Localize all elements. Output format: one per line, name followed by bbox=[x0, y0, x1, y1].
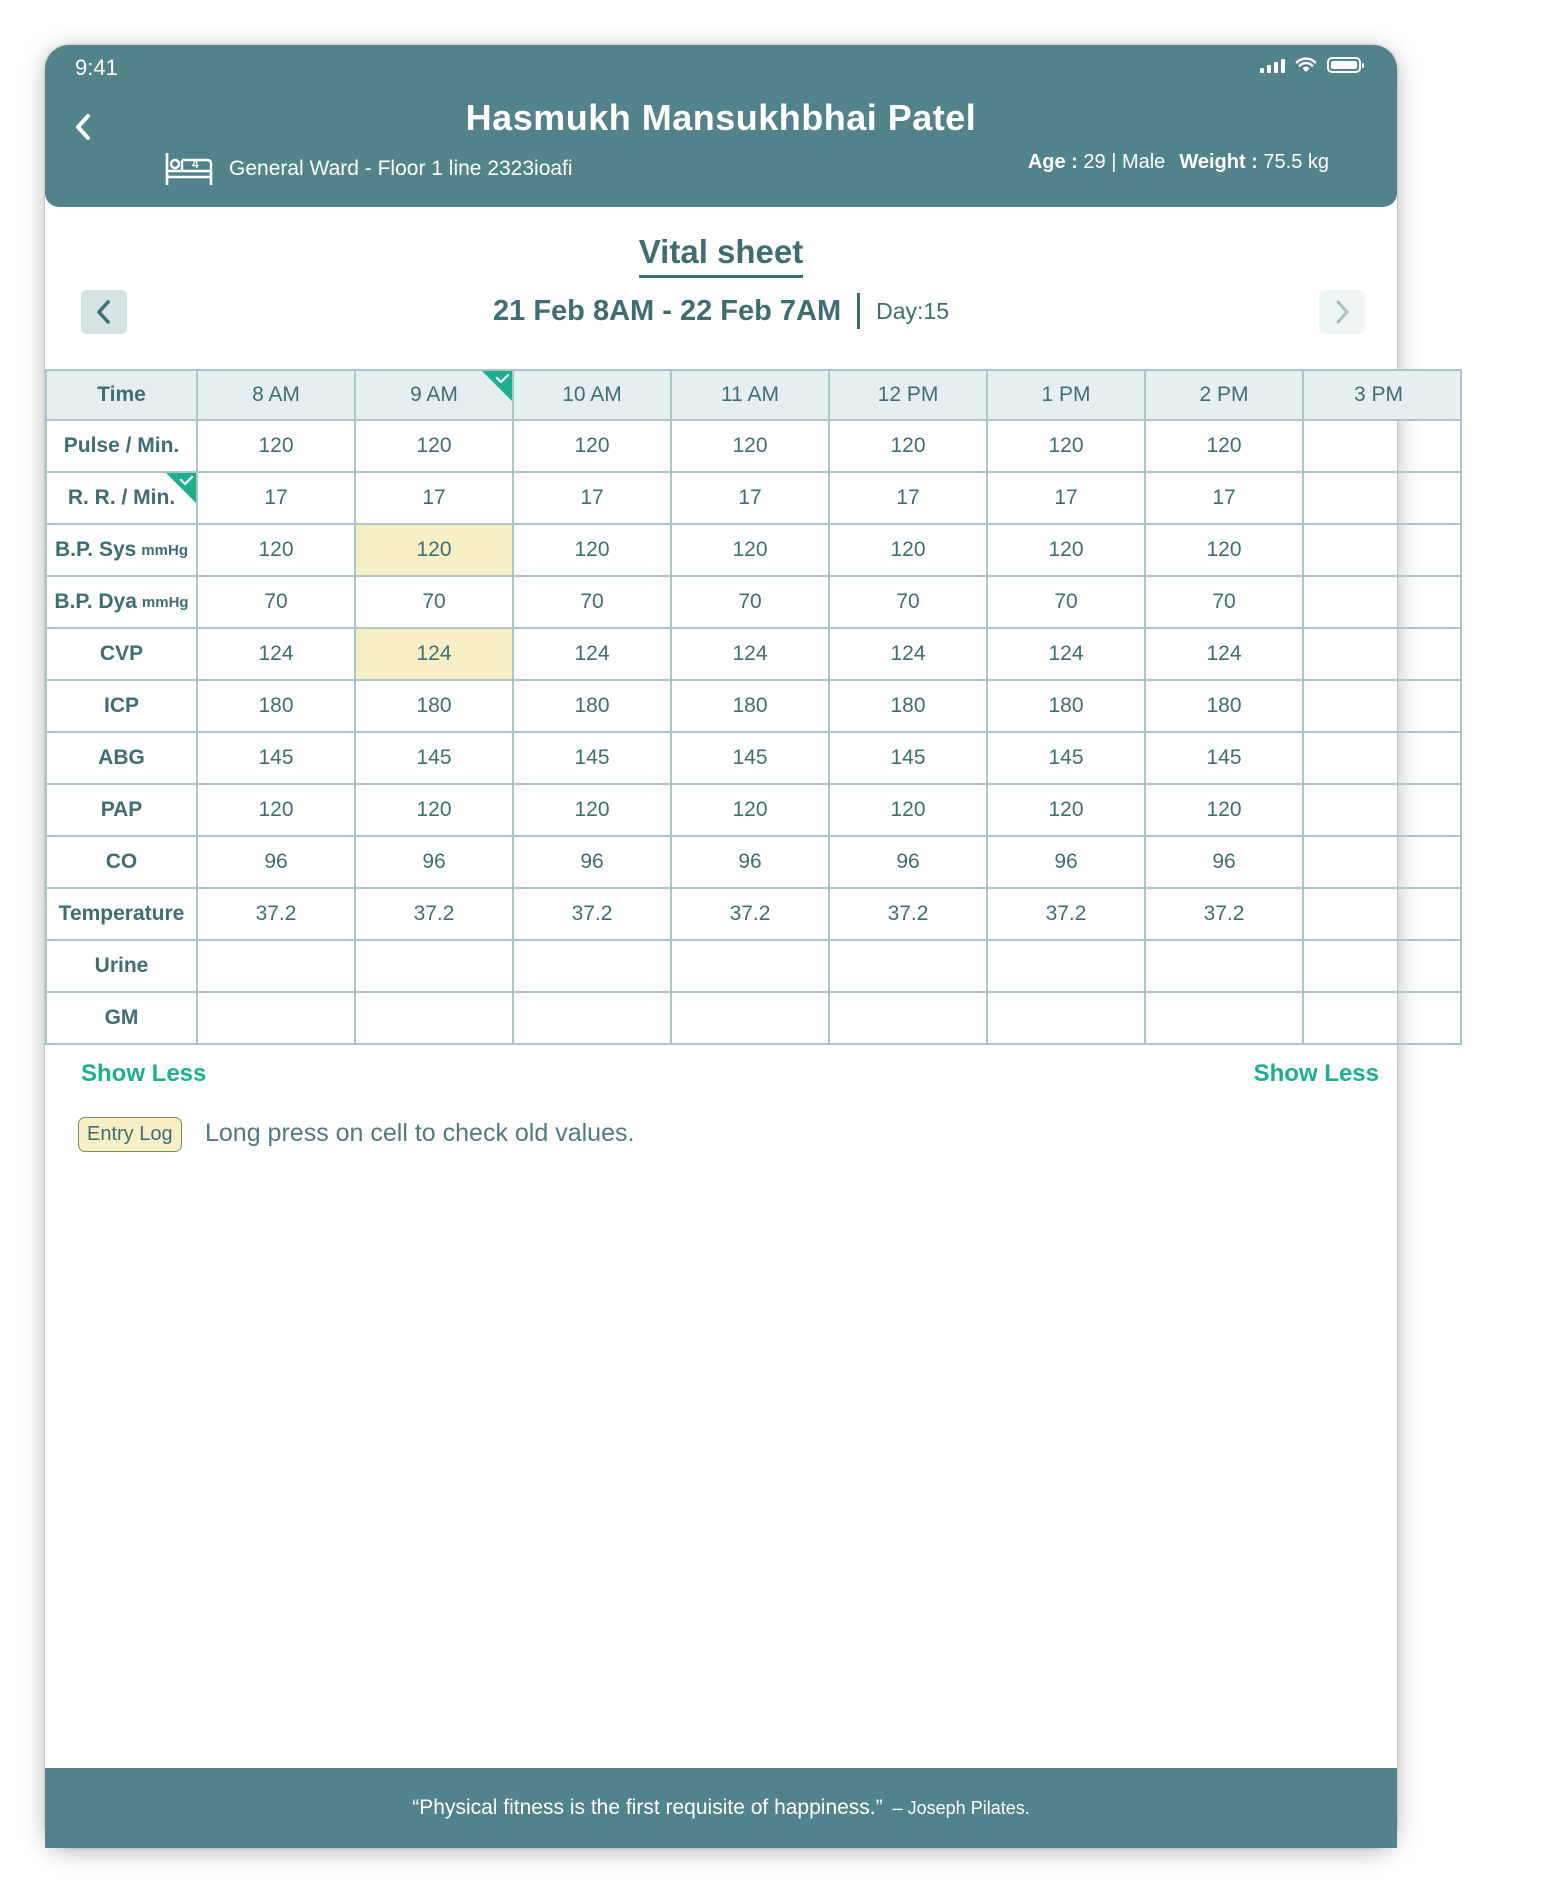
vital-value: 120 bbox=[890, 538, 926, 561]
vital-cell[interactable] bbox=[356, 525, 514, 577]
vital-cell[interactable] bbox=[198, 577, 356, 629]
row-unit: mmHg bbox=[141, 541, 188, 559]
page-title bbox=[45, 233, 1397, 278]
vital-cell[interactable] bbox=[830, 837, 988, 889]
row-label-text: CVP bbox=[99, 642, 144, 665]
vital-cell[interactable] bbox=[672, 837, 830, 889]
vital-value: 70 bbox=[1212, 590, 1236, 613]
vital-cell[interactable] bbox=[830, 629, 988, 681]
row-label bbox=[45, 785, 198, 837]
vital-cell[interactable] bbox=[514, 525, 672, 577]
vital-cell[interactable] bbox=[356, 681, 514, 733]
vital-value: 180 bbox=[574, 694, 610, 717]
vital-value: 37.2 bbox=[413, 902, 455, 925]
vital-value: 120 bbox=[416, 434, 452, 457]
checkmark-icon bbox=[482, 371, 512, 401]
vital-cell[interactable] bbox=[672, 577, 830, 629]
vital-cell[interactable] bbox=[198, 889, 356, 941]
vital-cell[interactable] bbox=[356, 785, 514, 837]
row-label bbox=[45, 421, 198, 473]
vital-cell[interactable] bbox=[830, 681, 988, 733]
row-label bbox=[45, 473, 198, 525]
patient-name: Hasmukh Mansukhbhai Patel bbox=[465, 97, 977, 138]
vital-cell[interactable] bbox=[1304, 993, 1462, 1045]
table-row bbox=[45, 785, 1545, 837]
vital-value: 120 bbox=[258, 538, 294, 561]
vital-cell[interactable] bbox=[672, 889, 830, 941]
vital-cell[interactable] bbox=[514, 993, 672, 1045]
vital-cell[interactable] bbox=[356, 421, 514, 473]
footer-quote: “Physical fitness is the first requisite of happiness.” bbox=[412, 1796, 883, 1819]
row-label bbox=[45, 993, 198, 1045]
vital-cell[interactable] bbox=[1304, 941, 1462, 993]
vital-cell[interactable] bbox=[356, 629, 514, 681]
column-header bbox=[514, 369, 672, 421]
row-label bbox=[45, 525, 198, 577]
vital-cell[interactable] bbox=[830, 473, 988, 525]
next-day-button[interactable] bbox=[1319, 290, 1365, 334]
vital-cell[interactable] bbox=[988, 889, 1146, 941]
vital-value: 96 bbox=[896, 850, 920, 873]
table-row bbox=[45, 837, 1545, 889]
row-label-text: ABG bbox=[98, 746, 145, 769]
row-label bbox=[45, 681, 198, 733]
vital-cell[interactable] bbox=[988, 993, 1146, 1045]
vital-cell[interactable] bbox=[988, 681, 1146, 733]
vital-cell[interactable] bbox=[514, 837, 672, 889]
vital-cell[interactable] bbox=[198, 525, 356, 577]
vital-value: 145 bbox=[1048, 746, 1084, 769]
vital-cell[interactable] bbox=[1146, 889, 1304, 941]
vital-value: 96 bbox=[580, 850, 604, 873]
vital-value: 17 bbox=[580, 486, 604, 509]
vital-cell[interactable] bbox=[198, 681, 356, 733]
vital-cell[interactable] bbox=[1304, 577, 1462, 629]
vital-value: 17 bbox=[1212, 486, 1236, 509]
vital-value: 96 bbox=[1212, 850, 1236, 873]
vital-cell[interactable] bbox=[514, 629, 672, 681]
column-header bbox=[198, 369, 356, 421]
vital-cell[interactable] bbox=[1304, 889, 1462, 941]
vital-cell[interactable] bbox=[198, 837, 356, 889]
date-range: 21 Feb 8AM - 22 Feb 7AM bbox=[493, 294, 842, 327]
column-header bbox=[988, 369, 1146, 421]
vital-cell[interactable] bbox=[198, 733, 356, 785]
row-label-text: R. R. / Min. bbox=[67, 486, 176, 509]
vital-cell[interactable] bbox=[830, 941, 988, 993]
vital-cell[interactable] bbox=[1146, 473, 1304, 525]
vital-value: 145 bbox=[732, 746, 768, 769]
vital-value: 145 bbox=[416, 746, 452, 769]
vital-value: 70 bbox=[580, 590, 604, 613]
column-header-label: 1 PM bbox=[1041, 383, 1091, 406]
vital-cell[interactable] bbox=[830, 577, 988, 629]
vital-value: 180 bbox=[416, 694, 452, 717]
column-header-label: 8 AM bbox=[252, 383, 300, 406]
checkmark-icon bbox=[166, 473, 196, 503]
vital-value: 124 bbox=[574, 642, 610, 665]
vital-cell[interactable] bbox=[988, 733, 1146, 785]
vital-value: 120 bbox=[416, 798, 452, 821]
vital-value: 120 bbox=[732, 798, 768, 821]
column-header bbox=[356, 369, 514, 421]
vital-cell[interactable] bbox=[1146, 577, 1304, 629]
long-press-hint: Long press on cell to check old values. bbox=[205, 1119, 635, 1147]
vital-cell[interactable] bbox=[672, 993, 830, 1045]
column-header-label: 9 AM bbox=[410, 383, 458, 406]
table-row bbox=[45, 993, 1545, 1045]
vital-cell[interactable] bbox=[514, 733, 672, 785]
vital-value: 180 bbox=[732, 694, 768, 717]
table-header-row bbox=[45, 369, 1545, 421]
vital-cell[interactable] bbox=[672, 473, 830, 525]
vital-cell[interactable] bbox=[356, 733, 514, 785]
vital-cell[interactable] bbox=[514, 421, 672, 473]
vital-value: 124 bbox=[416, 642, 452, 665]
row-label-text: Urine bbox=[94, 954, 149, 977]
footer-author: – Joseph Pilates. bbox=[892, 1797, 1030, 1818]
vital-value: 120 bbox=[1206, 798, 1242, 821]
vital-cell[interactable] bbox=[988, 421, 1146, 473]
vital-value: 120 bbox=[258, 434, 294, 457]
vital-cell[interactable] bbox=[830, 421, 988, 473]
vital-cell[interactable] bbox=[198, 993, 356, 1045]
status-time: 9:41 bbox=[75, 55, 118, 80]
vital-value: 120 bbox=[258, 798, 294, 821]
vital-value: 120 bbox=[1048, 538, 1084, 561]
vital-cell[interactable] bbox=[672, 681, 830, 733]
vital-cell[interactable] bbox=[1146, 525, 1304, 577]
vital-cell[interactable] bbox=[672, 525, 830, 577]
table-row bbox=[45, 629, 1545, 681]
column-header-label: 12 PM bbox=[877, 383, 939, 406]
vital-cell[interactable] bbox=[514, 941, 672, 993]
row-label bbox=[45, 837, 198, 889]
vital-value: 70 bbox=[896, 590, 920, 613]
vital-value: 17 bbox=[738, 486, 762, 509]
signal-icon bbox=[1260, 57, 1285, 73]
vital-value: 120 bbox=[1206, 538, 1242, 561]
vital-value: 145 bbox=[1206, 746, 1242, 769]
vital-value: 17 bbox=[896, 486, 920, 509]
table-row bbox=[45, 889, 1545, 941]
show-less-left-button[interactable]: Show Less bbox=[81, 1060, 207, 1087]
ward-info bbox=[165, 151, 573, 187]
vital-cell[interactable] bbox=[1304, 473, 1462, 525]
device-frame bbox=[45, 45, 1404, 1848]
wifi-icon bbox=[1295, 57, 1317, 73]
vital-value: 37.2 bbox=[571, 902, 613, 925]
vital-cell[interactable] bbox=[198, 785, 356, 837]
vital-cell[interactable] bbox=[672, 941, 830, 993]
vital-value: 120 bbox=[574, 434, 610, 457]
gender-value: Male bbox=[1121, 151, 1166, 173]
vital-cell[interactable] bbox=[830, 785, 988, 837]
column-header-label: 10 AM bbox=[562, 383, 622, 406]
vitals-table[interactable] bbox=[45, 369, 1404, 1041]
vital-cell[interactable] bbox=[672, 629, 830, 681]
entry-log-badge[interactable]: Entry Log bbox=[78, 1117, 182, 1152]
age-label: Age : bbox=[1027, 151, 1078, 173]
vital-value: 37.2 bbox=[887, 902, 929, 925]
vital-cell[interactable] bbox=[830, 733, 988, 785]
vital-value: 120 bbox=[1048, 434, 1084, 457]
age-value: 29 bbox=[1083, 151, 1106, 173]
day-count: Day:15 bbox=[876, 297, 949, 324]
date-separator bbox=[857, 293, 860, 329]
row-label bbox=[45, 577, 198, 629]
vital-value: 120 bbox=[1206, 434, 1242, 457]
vital-cell[interactable] bbox=[1146, 941, 1304, 993]
row-label-text: B.P. Dya bbox=[54, 590, 137, 613]
vital-value: 145 bbox=[890, 746, 926, 769]
vital-cell[interactable] bbox=[1304, 421, 1462, 473]
vital-value: 180 bbox=[890, 694, 926, 717]
vital-value: 124 bbox=[1048, 642, 1084, 665]
vital-value: 124 bbox=[732, 642, 768, 665]
ward-label: General Ward - Floor 1 line 2323ioafi bbox=[229, 157, 573, 180]
table-row bbox=[45, 421, 1545, 473]
vital-cell[interactable] bbox=[830, 889, 988, 941]
vital-cell[interactable] bbox=[198, 629, 356, 681]
vital-cell[interactable] bbox=[514, 473, 672, 525]
vital-cell[interactable] bbox=[1304, 733, 1462, 785]
bed-number: 4 bbox=[192, 157, 199, 171]
vital-cell[interactable] bbox=[988, 837, 1146, 889]
divider: | bbox=[1111, 151, 1117, 173]
vital-cell[interactable] bbox=[988, 785, 1146, 837]
vital-value: 120 bbox=[890, 798, 926, 821]
vital-cell[interactable] bbox=[356, 941, 514, 993]
vital-value: 145 bbox=[258, 746, 294, 769]
vital-cell[interactable] bbox=[988, 473, 1146, 525]
vital-cell[interactable] bbox=[988, 577, 1146, 629]
vital-cell[interactable] bbox=[988, 629, 1146, 681]
vital-value: 120 bbox=[732, 538, 768, 561]
vital-value: 70 bbox=[422, 590, 446, 613]
vital-cell[interactable] bbox=[1146, 837, 1304, 889]
vital-value: 180 bbox=[1206, 694, 1242, 717]
vital-value: 180 bbox=[1048, 694, 1084, 717]
vital-value: 120 bbox=[416, 538, 452, 561]
vital-cell[interactable] bbox=[198, 473, 356, 525]
vital-value: 37.2 bbox=[1203, 902, 1245, 925]
date-range-bar bbox=[45, 293, 1397, 329]
vital-cell[interactable] bbox=[1146, 681, 1304, 733]
vital-value: 70 bbox=[738, 590, 762, 613]
vital-cell[interactable] bbox=[356, 837, 514, 889]
row-label-text: B.P. Sys bbox=[54, 538, 137, 561]
row-label-text: PAP bbox=[100, 798, 143, 821]
row-label-text: ICP bbox=[103, 694, 139, 717]
vital-cell[interactable] bbox=[1304, 785, 1462, 837]
vital-value: 120 bbox=[890, 434, 926, 457]
vital-value: 124 bbox=[890, 642, 926, 665]
vital-cell[interactable] bbox=[514, 785, 672, 837]
battery-icon bbox=[1327, 57, 1361, 73]
vital-cell[interactable] bbox=[1304, 837, 1462, 889]
column-header-time: Time bbox=[45, 369, 198, 421]
row-label bbox=[45, 941, 198, 993]
vital-cell[interactable] bbox=[672, 421, 830, 473]
table-row bbox=[45, 473, 1545, 525]
vital-cell[interactable] bbox=[514, 889, 672, 941]
vitals-grid bbox=[45, 369, 1545, 1045]
vital-value: 124 bbox=[1206, 642, 1242, 665]
show-less-right-button[interactable]: Show Less bbox=[1253, 1060, 1379, 1087]
column-header bbox=[672, 369, 830, 421]
row-label bbox=[45, 889, 198, 941]
vital-value: 180 bbox=[258, 694, 294, 717]
vital-value: 145 bbox=[574, 746, 610, 769]
vital-cell[interactable] bbox=[1146, 785, 1304, 837]
vital-cell[interactable] bbox=[356, 993, 514, 1045]
vital-value: 37.2 bbox=[729, 902, 771, 925]
vital-cell[interactable] bbox=[1146, 629, 1304, 681]
vital-cell[interactable] bbox=[988, 941, 1146, 993]
vital-cell[interactable] bbox=[356, 889, 514, 941]
vital-value: 120 bbox=[1048, 798, 1084, 821]
chevron-right-icon bbox=[1333, 299, 1351, 325]
vital-value: 70 bbox=[264, 590, 288, 613]
vital-cell[interactable] bbox=[356, 473, 514, 525]
vital-cell[interactable] bbox=[988, 525, 1146, 577]
vital-cell[interactable] bbox=[672, 785, 830, 837]
vital-cell[interactable] bbox=[1304, 525, 1462, 577]
patient-demographics bbox=[1028, 151, 1329, 174]
weight-value: 75.5 kg bbox=[1263, 151, 1329, 173]
vital-cell[interactable] bbox=[514, 577, 672, 629]
vital-value: 17 bbox=[264, 486, 288, 509]
vital-value: 96 bbox=[1054, 850, 1078, 873]
vital-value: 17 bbox=[1054, 486, 1078, 509]
vital-cell[interactable] bbox=[198, 941, 356, 993]
column-header bbox=[1146, 369, 1304, 421]
vital-value: 120 bbox=[574, 798, 610, 821]
patient-header bbox=[45, 45, 1397, 207]
vital-cell[interactable] bbox=[514, 681, 672, 733]
row-unit: mmHg bbox=[141, 593, 189, 611]
vital-cell[interactable] bbox=[830, 993, 988, 1045]
vital-cell[interactable] bbox=[1146, 993, 1304, 1045]
row-label bbox=[45, 733, 198, 785]
footer-quote-bar bbox=[45, 1768, 1397, 1848]
vital-value: 17 bbox=[422, 486, 446, 509]
weight-label: Weight : bbox=[1179, 151, 1258, 173]
status-icons bbox=[1260, 57, 1361, 73]
vital-cell[interactable] bbox=[1146, 733, 1304, 785]
vital-cell[interactable] bbox=[1146, 421, 1304, 473]
vital-value: 70 bbox=[1054, 590, 1078, 613]
row-label-text: GM bbox=[104, 1006, 139, 1029]
vital-sheet-title: Vital sheet bbox=[639, 233, 803, 278]
table-row bbox=[45, 525, 1545, 577]
vital-cell[interactable] bbox=[1304, 629, 1462, 681]
row-label bbox=[45, 629, 198, 681]
row-label-text: CO bbox=[105, 850, 138, 873]
column-header bbox=[830, 369, 988, 421]
column-header-label: 3 PM bbox=[1354, 383, 1404, 406]
vital-cell[interactable] bbox=[1304, 681, 1462, 733]
table-row bbox=[45, 941, 1545, 993]
vital-value: 120 bbox=[732, 434, 768, 457]
column-header-label: 11 AM bbox=[721, 383, 779, 406]
vital-value: 124 bbox=[258, 642, 294, 665]
vital-value: 96 bbox=[422, 850, 446, 873]
row-label-text: Temperature bbox=[58, 902, 185, 925]
vital-value: 96 bbox=[738, 850, 762, 873]
column-header-label: 2 PM bbox=[1199, 383, 1249, 406]
column-header bbox=[1304, 369, 1462, 421]
bed-icon bbox=[165, 151, 213, 187]
vital-value: 120 bbox=[574, 538, 610, 561]
vital-value: 37.2 bbox=[255, 902, 297, 925]
table-row bbox=[45, 733, 1545, 785]
vital-cell[interactable] bbox=[830, 525, 988, 577]
table-row bbox=[45, 577, 1545, 629]
row-label-text: Pulse / Min. bbox=[63, 434, 180, 457]
vital-value: 96 bbox=[264, 850, 288, 873]
vital-cell[interactable] bbox=[672, 733, 830, 785]
vital-value: 37.2 bbox=[1045, 902, 1087, 925]
vital-cell[interactable] bbox=[198, 421, 356, 473]
table-row bbox=[45, 681, 1545, 733]
vital-cell[interactable] bbox=[356, 577, 514, 629]
